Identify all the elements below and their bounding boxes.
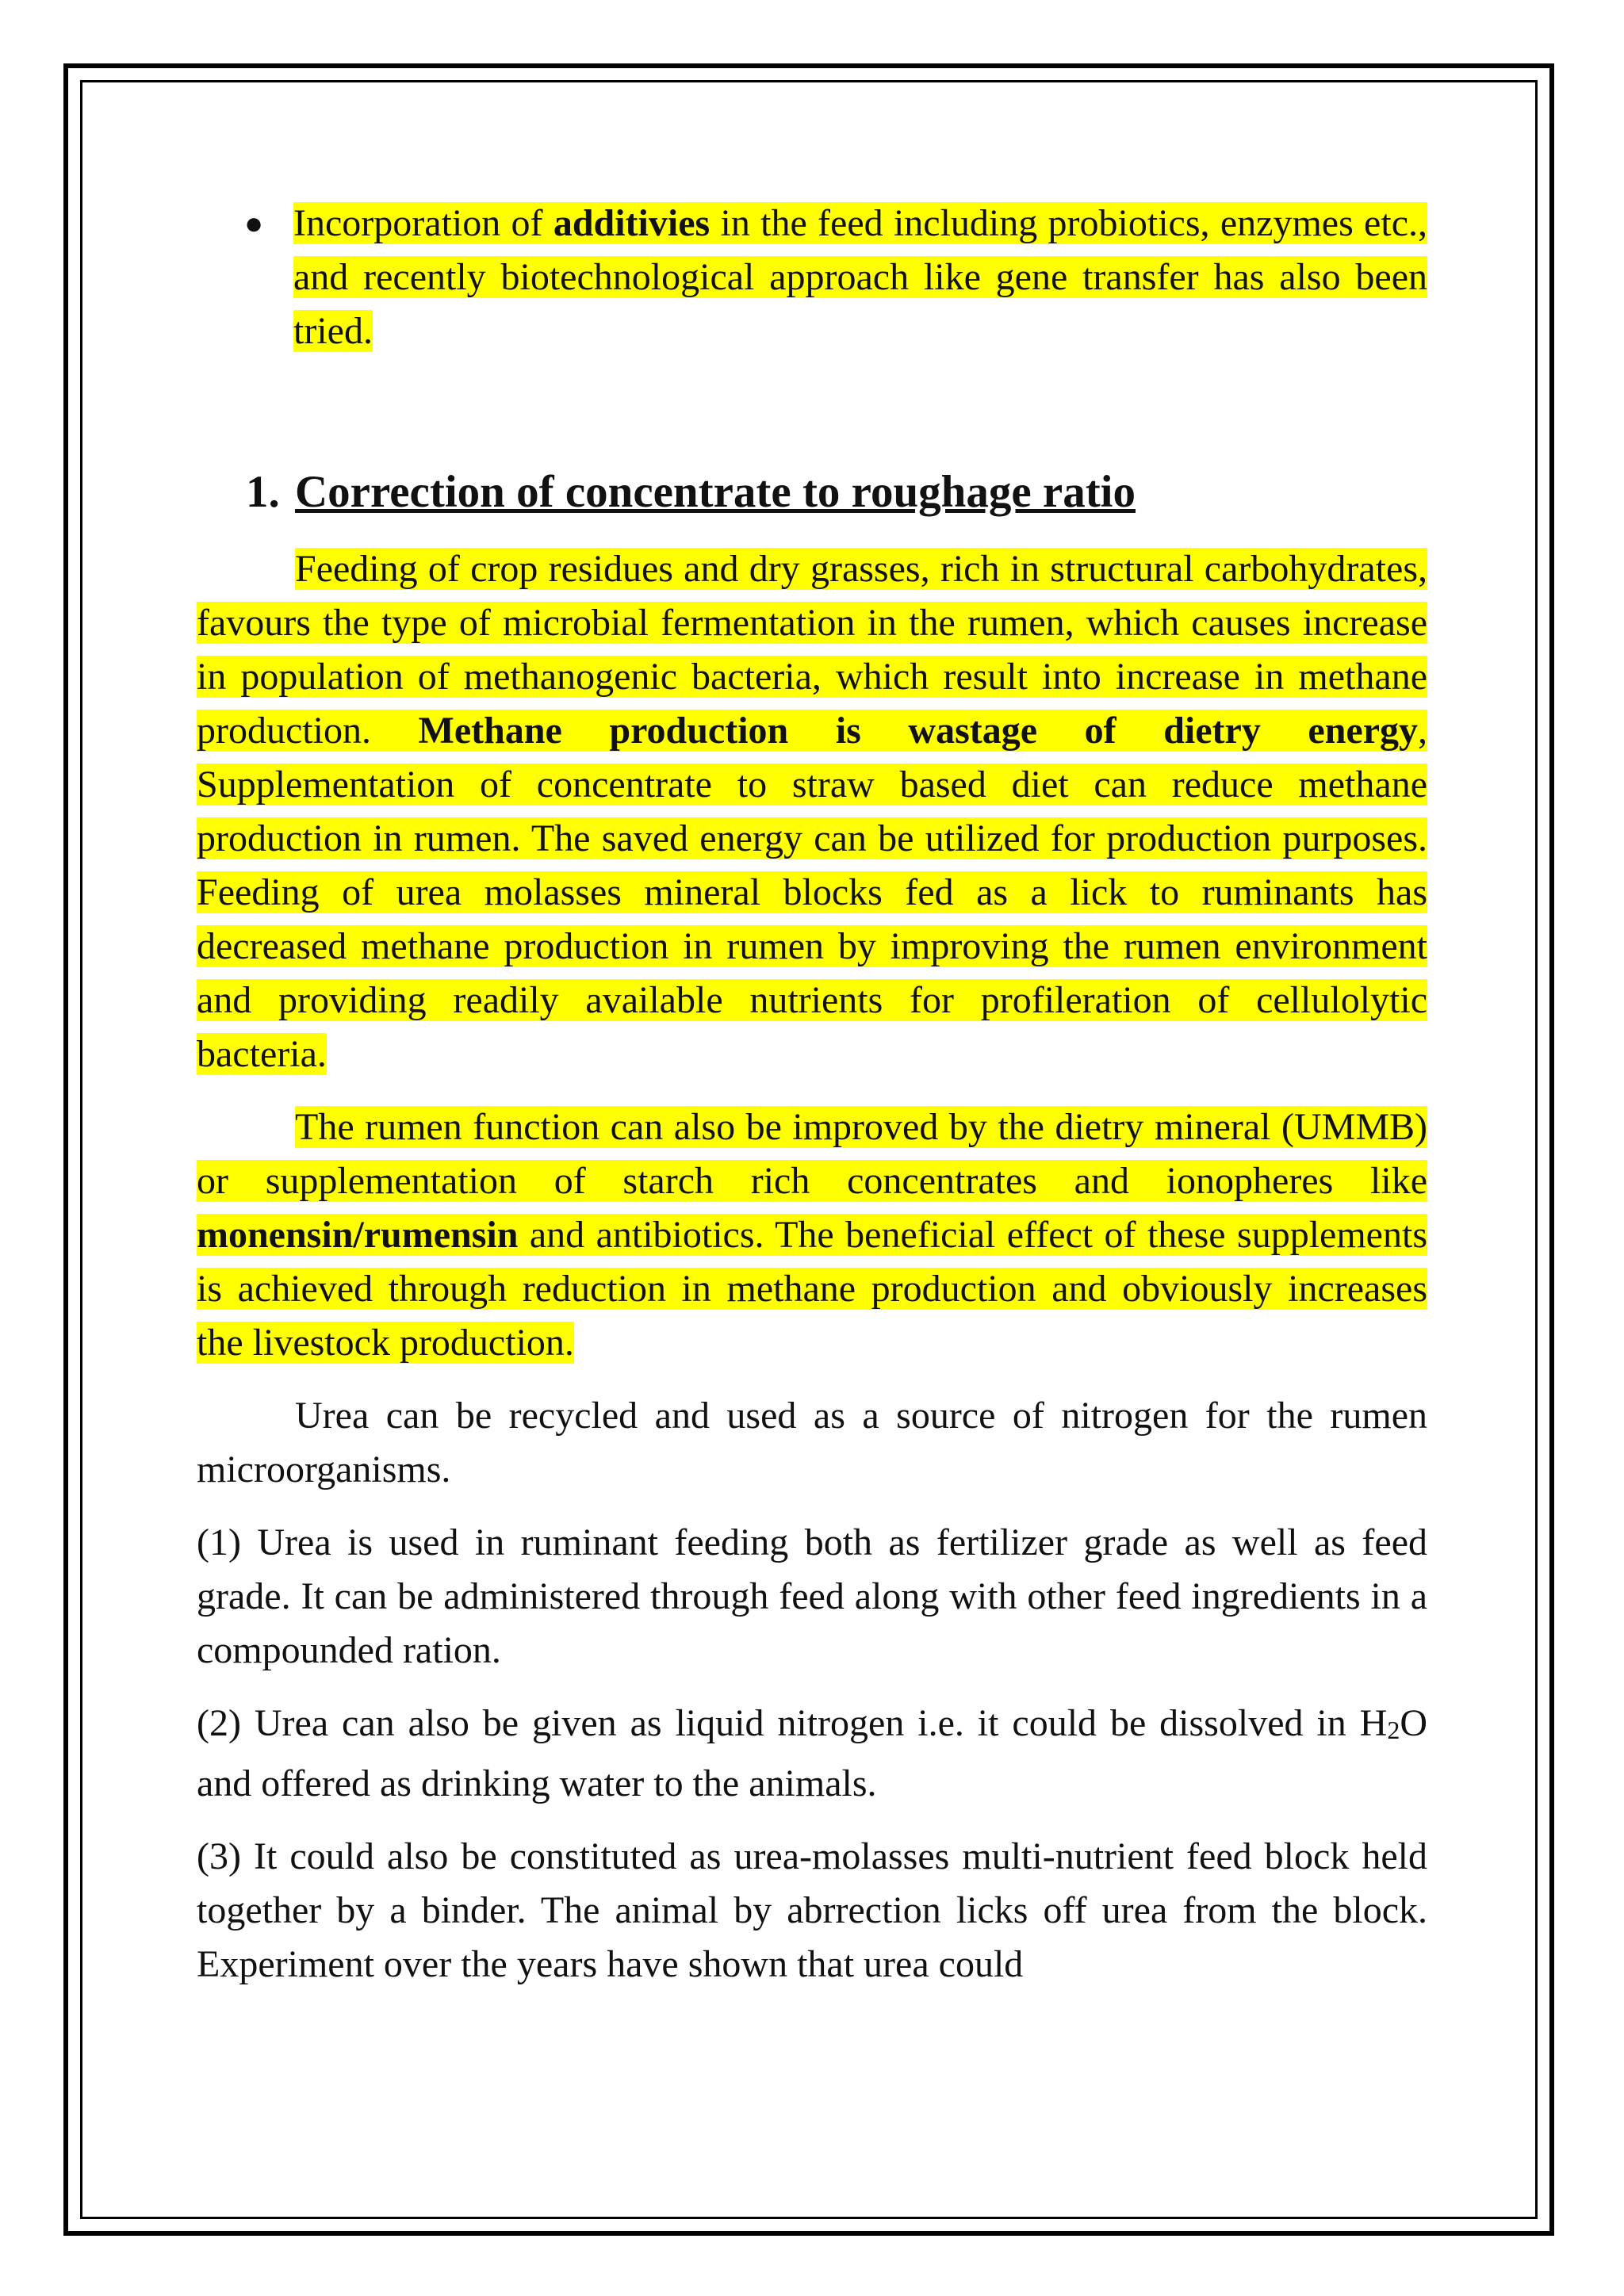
item2-subscript: 2: [1387, 1716, 1400, 1744]
bullet-dot-icon: ●: [244, 205, 264, 241]
bullet-text-before: Incorporation of: [293, 202, 553, 244]
para1-text-before: Feeding of crop residues and dry grasses, rich in structural carbohydrates, favours the type of microbial fermentation in the rumen, which causes increase in population of methanogenic bacteria, which result into increase in methane production.: [197, 548, 1427, 752]
paragraph-urea-recycled: Urea can be recycled and used as a source of nitrogen for the rumen microorganisms.: [197, 1395, 1427, 1490]
bullet-text-bold: additivies: [553, 202, 710, 244]
item2-text-after: O and offered as drinking water to the animals.: [197, 1702, 1427, 1804]
list-item-urea-1: (1) Urea is used in ruminant feeding both as fertilizer grade as well as feed grade. It can be administered through feed along with other feed ingredients in a compounded ration.: [197, 1521, 1427, 1671]
para1-text-bold: Methane production is wastage of dietry energy: [418, 710, 1419, 752]
document-body: [197, 197, 1427, 1992]
paragraph-concentrate-ratio: [197, 542, 1427, 1081]
para2-text-bold: monensin/rumensin: [197, 1214, 519, 1256]
bullet-text-after: in the feed including probiotics, enzymes etc., and recently biotechnological approach like gene transfer has also been tried.: [293, 202, 1427, 352]
para2-text-before: The rumen function can also be improved by the dietry mineral (UMMB) or supplementation of starch rich concentrates and ionopheres like: [197, 1106, 1427, 1202]
section-heading: [197, 461, 1427, 523]
bullet-text: [293, 197, 1427, 358]
list-item-urea-3: (3) It could also be constituted as urea-molasses multi-nutrient feed block held together by a binder. The animal by abrrection licks off urea from the block. Experiment over the years have shown that urea could: [197, 1835, 1427, 1985]
item2-text-before: (2) Urea can also be given as liquid nitrogen i.e. it could be dissolved in H: [197, 1702, 1388, 1744]
para1-text-after: , Supplementation of concentrate to straw based diet can reduce methane production in rumen. The saved energy can be utilized for production purposes. Feeding of urea molasses mineral blocks fed as a lick to ruminants has decreased methane production in rumen by improving the rumen environment and providing readily available nutrients for profileration of cellulolytic bacteria.: [197, 710, 1428, 1075]
section-number: 1.: [246, 467, 280, 517]
section-title: Correction of concentrate to roughage ratio: [295, 467, 1136, 517]
para2-text-after: and antibiotics. The beneficial effect of these supplements is achieved through reduction in methane production and obviously increases the livestock production.: [197, 1214, 1427, 1364]
list-item-urea-2: [197, 1697, 1427, 1811]
bullet-item: [244, 197, 1427, 358]
paragraph-rumen-function: [197, 1100, 1427, 1370]
